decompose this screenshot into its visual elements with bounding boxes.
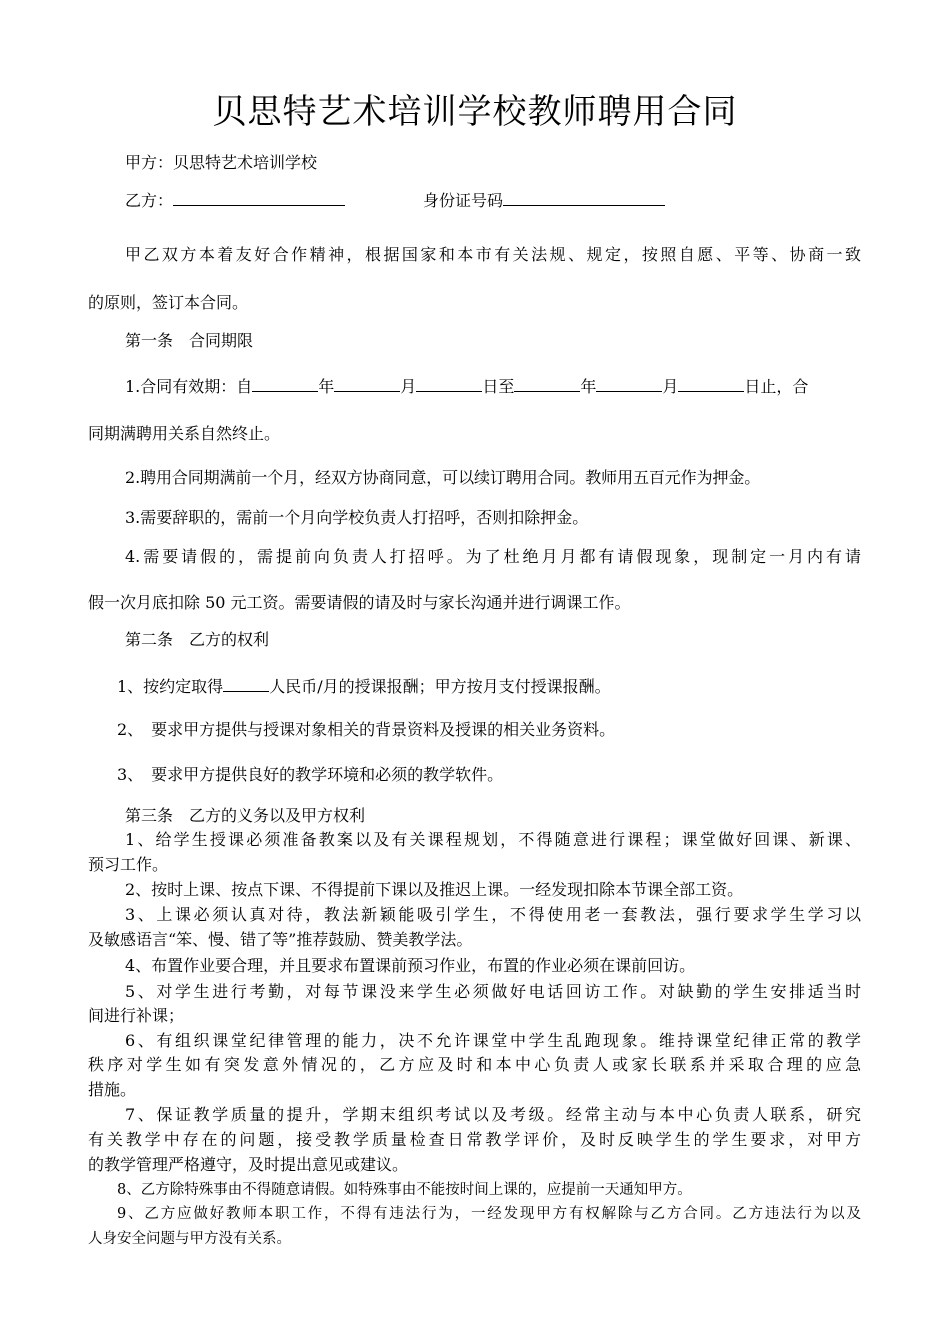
article-1-clause-3: 3.需要辞职的，需前一个月向学校负责人打招呼，否则扣除押金。 xyxy=(125,508,589,527)
party-b-name-blank xyxy=(173,191,345,206)
preamble-line-2: 的原则，签订本合同。 xyxy=(88,293,249,312)
end-day-blank xyxy=(678,377,744,392)
article-3-line: 秩序对学生如有突发意外情况的，乙方应及时和本中心负责人或家长联系并采取合理的应急 xyxy=(88,1055,861,1074)
start-day-blank xyxy=(416,377,482,392)
article-1-clause-4-line-2: 假一次月底扣除 50 元工资。需要请假的请及时与家长沟通并进行调课工作。 xyxy=(88,593,631,612)
party-b-label: 乙方： xyxy=(125,191,174,210)
article-3-line: 预习工作。 xyxy=(88,855,169,874)
article-1-clause-1-cont: 同期满聘用关系自然终止。 xyxy=(88,424,281,443)
salary-blank xyxy=(223,677,269,692)
article-3-line: 5、对学生进行考勤，对每节课没来学生必须做好电话回访工作。对缺勤的学生安排适当时 xyxy=(125,982,861,1001)
party-b-id-blank xyxy=(503,191,665,206)
article-3-line: 1、给学生授课必须准备教案以及有关课程规划，不得随意进行课程；课堂做好回课、新课、 xyxy=(125,830,861,849)
end-month-blank xyxy=(596,377,662,392)
article-2-heading: 第二条 乙方的权利 xyxy=(125,630,270,649)
article-3-line: 9、乙方应做好教师本职工作，不得有违法行为，一经发现甲方有权解除与乙方合同。乙方违法行为以及 xyxy=(117,1206,861,1222)
article-3-line: 8、乙方除特殊事由不得随意请假。如特殊事由不能按时间上课的，应提前一天通知甲方。 xyxy=(117,1182,692,1198)
article-2-item-1: 1、按约定取得 人民币/月的授课报酬；甲方按月支付授课报酬。 xyxy=(117,677,611,696)
article-3-line: 及敏感语言“笨、慢、错了等”推荐鼓励、赞美教学法。 xyxy=(88,930,473,949)
party-a-name: 贝思特艺术培训学校 xyxy=(173,153,318,172)
party-b-id-label: 身份证号码 xyxy=(423,191,504,210)
article-3-line: 4、布置作业要合理，并且要求布置课前预习作业，布置的作业必须在课前回访。 xyxy=(125,956,696,975)
party-b-line xyxy=(125,191,345,211)
article-3-line: 2、按时上课、按点下课、不得提前下课以及推迟上课。一经发现扣除本节课全部工资。 xyxy=(125,880,744,899)
article-3-heading: 第三条 乙方的义务以及甲方权利 xyxy=(125,806,366,825)
article-1-heading: 第一条 合同期限 xyxy=(125,331,254,350)
start-year-blank xyxy=(252,377,318,392)
party-b-id-line xyxy=(423,191,665,211)
article-2-item-3: 3、 要求甲方提供良好的教学环境和必须的教学软件。 xyxy=(117,765,504,784)
document-title: 贝思特艺术培训学校教师聘用合同 xyxy=(212,92,738,132)
party-a-label: 甲方： xyxy=(125,153,174,172)
article-3-line: 的教学管理严格遵守，及时提出意见或建议。 xyxy=(88,1155,409,1174)
start-month-blank xyxy=(334,377,400,392)
article-3-line: 措施。 xyxy=(88,1080,137,1099)
article-3-line: 6、有组织课堂纪律管理的能力，决不允许课堂中学生乱跑现象。维持课堂纪律正常的教学 xyxy=(125,1031,861,1050)
party-a-line xyxy=(125,153,317,173)
article-3-line: 间进行补课； xyxy=(88,1006,185,1025)
article-3-line: 人身安全问题与甲方没有关系。 xyxy=(88,1231,291,1247)
article-3-line: 3、上课必须认真对待，教法新颖能吸引学生，不得使用老一套教法，强行要求学生学习以 xyxy=(125,905,861,924)
article-3-line: 有关教学中存在的问题，接受教学质量检查日常教学评价，及时反映学生的学生要求，对甲方 xyxy=(88,1130,861,1149)
article-1-clause-4-line-1: 4.需要请假的，需提前向负责人打招呼。为了杜绝月月都有请假现象，现制定一月内有请 xyxy=(125,547,861,566)
article-3-line: 7、保证教学质量的提升，学期末组织考试以及考级。经常主动与本中心负责人联系，研究 xyxy=(125,1105,861,1124)
article-1-clause-2: 2.聘用合同期满前一个月，经双方协商同意，可以续订聘用合同。教师用五百元作为押金。 xyxy=(125,468,761,487)
preamble-line-1: 甲乙双方本着友好合作精神，根据国家和本市有关法规、规定，按照自愿、平等、协商一致 xyxy=(125,245,861,264)
end-year-blank xyxy=(514,377,580,392)
article-2-item-2: 2、 要求甲方提供与授课对象相关的背景资料及授课的相关业务资料。 xyxy=(117,720,616,739)
article-1-clause-1: 1.合同有效期：自 年 月 日至 年 月 日止，合 xyxy=(125,377,809,396)
